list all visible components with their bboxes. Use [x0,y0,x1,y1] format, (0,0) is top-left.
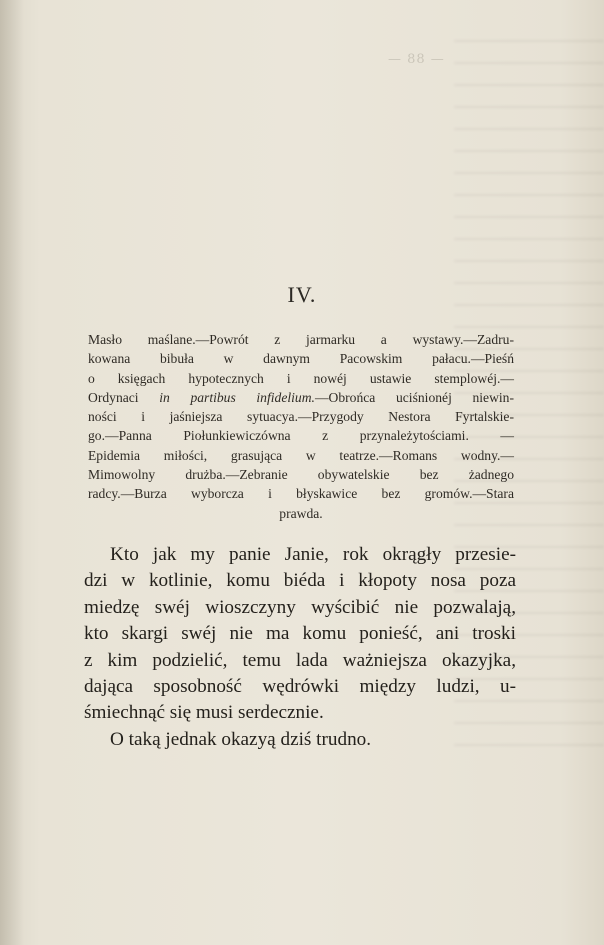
chapter-summary [88,330,514,523]
summary-line: Mimowolny drużba.—Zebranie obywatelskie bez żadnego [88,467,514,483]
summary-text: Ordynaci [88,389,139,405]
body-line: śmiechnąć się musi serdecznie. [84,702,324,724]
body-line: O taką jednak okazyą dziś trudno. [110,728,372,750]
body-line: dzi w kotlinie, komu biéda i kłopoty nosa poza [84,570,516,592]
summary-line: go.—Panna Piołunkiewiczówna z przynależytościami. — [88,428,514,444]
body-line: kto skargi swéj nie ma komu ponieść, ani troski [84,623,516,645]
body-line: z kim podzielić, temu lada ważniejsza okazyjka, [84,649,516,671]
summary-line: ności i jaśniejsza sytuacya.—Przygody Nestora Fyrtalskie- [88,409,514,425]
body-line: Kto jak my panie Janie, rok okrągły przesie- [110,544,516,565]
summary-line: o księgach hypotecznych i nowéj ustawie stemplowéj.— [88,370,514,386]
body-line: dająca sposobność wędrówki między ludzi, u- [84,676,516,698]
summary-line: Masło maślane.—Powrót z jarmarku a wystawy.—Zadru- [88,332,514,347]
page-number: — 88 — [388,52,445,67]
summary-line: radcy.—Burza wyborcza i błyskawice bez gromów.—Stara [88,486,514,502]
body-paragraphs [84,542,516,753]
body-line: miedzę swéj wioszczyny wyścibić nie pozwalają, [84,596,516,618]
summary-italic-phrase: in partibus infidelium. [159,389,315,405]
summary-text: —Obrońca uciśnionéj niewin- [314,389,515,405]
spine-shadow [0,0,24,945]
summary-line: prawda. [279,505,323,521]
summary-line [88,388,514,407]
chapter-heading: IV. [287,282,317,307]
summary-line: Epidemia miłości, grasująca w teatrze.—Romans wodny.— [88,447,514,463]
summary-line: kowana bibuła w dawnym Pacowskim pałacu.—Pieśń [88,351,514,367]
